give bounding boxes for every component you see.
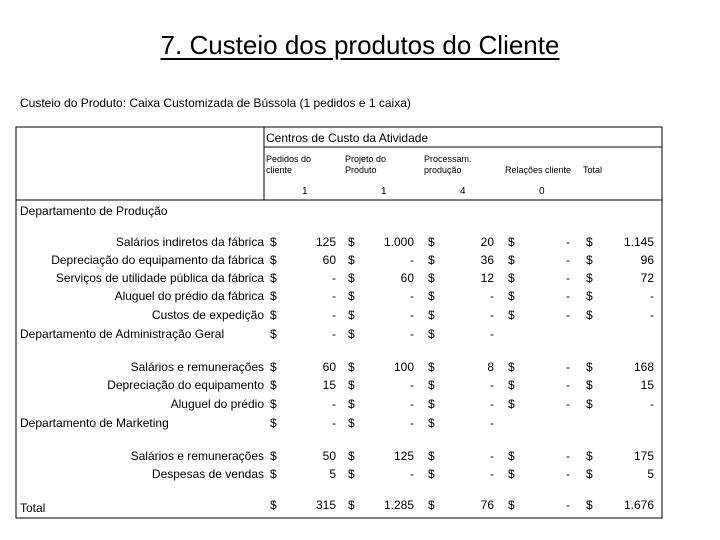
value-cell: - bbox=[490, 289, 494, 303]
value-cell: - bbox=[332, 327, 336, 341]
currency-sign: $ bbox=[348, 467, 355, 481]
value-cell: - bbox=[490, 397, 494, 411]
row-label: Serviços de utilidade pública da fábrica bbox=[55, 271, 264, 285]
currency-sign: $ bbox=[428, 253, 435, 267]
value-cell: - bbox=[410, 397, 414, 411]
currency-sign: $ bbox=[270, 289, 277, 303]
column-header-projeto: Projeto do Produto bbox=[345, 154, 387, 175]
currency-sign: $ bbox=[586, 378, 593, 392]
row-label: Aluguel do prédio bbox=[170, 397, 264, 411]
value-cell: 96 bbox=[640, 253, 654, 267]
currency-sign: $ bbox=[270, 378, 277, 392]
value-cell: - bbox=[566, 467, 570, 481]
currency-sign: $ bbox=[508, 235, 515, 249]
value-cell: 72 bbox=[640, 271, 654, 285]
currency-sign: $ bbox=[508, 289, 515, 303]
currency-sign: $ bbox=[508, 378, 515, 392]
currency-sign: $ bbox=[586, 449, 593, 463]
currency-sign: $ bbox=[348, 449, 355, 463]
currency-sign: $ bbox=[270, 253, 277, 267]
currency-sign: $ bbox=[586, 289, 593, 303]
currency-sign: $ bbox=[270, 271, 277, 285]
currency-sign: $ bbox=[508, 308, 515, 322]
value-cell: 76 bbox=[480, 498, 494, 512]
value-cell: - bbox=[490, 467, 494, 481]
value-cell: 5 bbox=[647, 467, 654, 481]
currency-sign: $ bbox=[428, 235, 435, 249]
value-cell: - bbox=[566, 360, 570, 374]
currency-sign: $ bbox=[586, 253, 593, 267]
value-cell: 60 bbox=[400, 271, 414, 285]
currency-sign: $ bbox=[586, 397, 593, 411]
value-cell: - bbox=[566, 308, 570, 322]
page-subtitle: Custeio do Produto: Caixa Customizada de Bússola (1 pedidos e 1 caixa) bbox=[20, 96, 411, 110]
count-projeto: 1 bbox=[381, 186, 387, 197]
value-cell: - bbox=[332, 397, 336, 411]
currency-sign: $ bbox=[586, 498, 593, 512]
value-cell: - bbox=[566, 289, 570, 303]
row-label: Despesas de vendas bbox=[151, 467, 264, 481]
value-cell: 100 bbox=[393, 360, 414, 374]
currency-sign: $ bbox=[348, 289, 355, 303]
value-cell: - bbox=[566, 378, 570, 392]
currency-sign: $ bbox=[270, 397, 277, 411]
value-cell: - bbox=[410, 467, 414, 481]
currency-sign: $ bbox=[348, 378, 355, 392]
column-header-relacoes: Relações cliente bbox=[505, 165, 572, 175]
currency-sign: $ bbox=[428, 327, 435, 341]
currency-sign: $ bbox=[586, 467, 593, 481]
value-cell: 5 bbox=[329, 467, 336, 481]
column-header-total: Total bbox=[583, 165, 603, 175]
value-cell: - bbox=[566, 397, 570, 411]
currency-sign: $ bbox=[586, 271, 593, 285]
currency-sign: $ bbox=[270, 327, 277, 341]
currency-sign: $ bbox=[428, 467, 435, 481]
value-cell: 8 bbox=[487, 360, 494, 374]
value-cell: 15 bbox=[322, 378, 336, 392]
currency-sign: $ bbox=[586, 308, 593, 322]
value-cell: 60 bbox=[322, 253, 336, 267]
value-cell: 1.145 bbox=[623, 235, 654, 249]
value-cell: - bbox=[332, 308, 336, 322]
value-cell: 168 bbox=[633, 360, 654, 374]
column-header-processam: Processam. produção bbox=[424, 154, 472, 175]
currency-sign: $ bbox=[428, 416, 435, 430]
row-label: Salários e remunerações bbox=[130, 449, 264, 463]
currency-sign: $ bbox=[428, 378, 435, 392]
value-cell: 36 bbox=[480, 253, 494, 267]
currency-sign: $ bbox=[348, 235, 355, 249]
value-cell: - bbox=[490, 327, 494, 341]
value-cell: - bbox=[410, 308, 414, 322]
section-administracao: Departamento de Administração Geral bbox=[20, 327, 225, 341]
currency-sign: $ bbox=[508, 271, 515, 285]
value-cell: - bbox=[566, 253, 570, 267]
value-cell: - bbox=[410, 253, 414, 267]
currency-sign: $ bbox=[508, 498, 515, 512]
currency-sign: $ bbox=[428, 498, 435, 512]
value-cell: 125 bbox=[393, 449, 414, 463]
value-cell: - bbox=[566, 271, 570, 285]
value-cell: - bbox=[650, 289, 654, 303]
value-cell: - bbox=[410, 378, 414, 392]
row-label: Custos de expedição bbox=[151, 308, 264, 322]
value-cell: - bbox=[650, 308, 654, 322]
value-cell: 175 bbox=[633, 449, 654, 463]
currency-sign: $ bbox=[348, 397, 355, 411]
count-relacoes: 0 bbox=[539, 186, 545, 197]
currency-sign: $ bbox=[428, 289, 435, 303]
count-pedidos: 1 bbox=[302, 186, 308, 197]
currency-sign: $ bbox=[508, 360, 515, 374]
value-cell: 1.676 bbox=[623, 498, 654, 512]
currency-sign: $ bbox=[270, 467, 277, 481]
value-cell: - bbox=[410, 416, 414, 430]
currency-sign: $ bbox=[586, 235, 593, 249]
value-cell: 12 bbox=[480, 271, 494, 285]
currency-sign: $ bbox=[348, 271, 355, 285]
value-cell: - bbox=[490, 378, 494, 392]
value-cell: 20 bbox=[480, 235, 494, 249]
currency-sign: $ bbox=[348, 253, 355, 267]
currency-sign: $ bbox=[586, 360, 593, 374]
currency-sign: $ bbox=[428, 397, 435, 411]
value-cell: 315 bbox=[315, 498, 336, 512]
currency-sign: $ bbox=[348, 360, 355, 374]
column-header-pedidos: Pedidos do cliente bbox=[266, 154, 312, 175]
value-cell: - bbox=[490, 308, 494, 322]
value-cell: 1.000 bbox=[383, 235, 414, 249]
section-marketing: Departamento de Marketing bbox=[20, 416, 169, 430]
row-label: Depreciação do equipamento da fábrica bbox=[51, 253, 264, 267]
currency-sign: $ bbox=[348, 498, 355, 512]
count-processam: 4 bbox=[460, 186, 466, 197]
section-producao: Departamento de Produção bbox=[20, 204, 168, 218]
currency-sign: $ bbox=[428, 449, 435, 463]
currency-sign: $ bbox=[270, 308, 277, 322]
page-title: 7. Custeio dos produtos do Cliente bbox=[160, 30, 560, 60]
value-cell: - bbox=[566, 235, 570, 249]
row-label: Salários e remunerações bbox=[130, 360, 264, 374]
currency-sign: $ bbox=[270, 235, 277, 249]
total-label: Total bbox=[20, 501, 46, 515]
value-cell: - bbox=[332, 416, 336, 430]
value-cell: 15 bbox=[640, 378, 654, 392]
currency-sign: $ bbox=[348, 308, 355, 322]
group-header: Centros de Custo da Atividade bbox=[266, 131, 429, 145]
value-cell: - bbox=[410, 327, 414, 341]
currency-sign: $ bbox=[508, 397, 515, 411]
row-label: Depreciação do equipamento bbox=[107, 378, 264, 392]
value-cell: 60 bbox=[322, 360, 336, 374]
currency-sign: $ bbox=[270, 498, 277, 512]
currency-sign: $ bbox=[428, 271, 435, 285]
currency-sign: $ bbox=[348, 416, 355, 430]
value-cell: - bbox=[490, 416, 494, 430]
row-label: Salários indiretos da fábrica bbox=[115, 235, 264, 249]
value-cell: - bbox=[410, 289, 414, 303]
value-cell: - bbox=[332, 271, 336, 285]
value-cell: - bbox=[332, 289, 336, 303]
value-cell: 125 bbox=[315, 235, 336, 249]
currency-sign: $ bbox=[270, 449, 277, 463]
currency-sign: $ bbox=[428, 360, 435, 374]
value-cell: 1.285 bbox=[383, 498, 414, 512]
currency-sign: $ bbox=[270, 416, 277, 430]
value-cell: - bbox=[650, 397, 654, 411]
currency-sign: $ bbox=[348, 327, 355, 341]
currency-sign: $ bbox=[428, 308, 435, 322]
currency-sign: $ bbox=[508, 253, 515, 267]
currency-sign: $ bbox=[508, 449, 515, 463]
value-cell: - bbox=[566, 498, 570, 512]
currency-sign: $ bbox=[508, 467, 515, 481]
value-cell: - bbox=[490, 449, 494, 463]
row-label: Aluguel do prédio da fábrica bbox=[114, 289, 264, 303]
currency-sign: $ bbox=[270, 360, 277, 374]
value-cell: - bbox=[566, 449, 570, 463]
value-cell: 50 bbox=[322, 449, 336, 463]
